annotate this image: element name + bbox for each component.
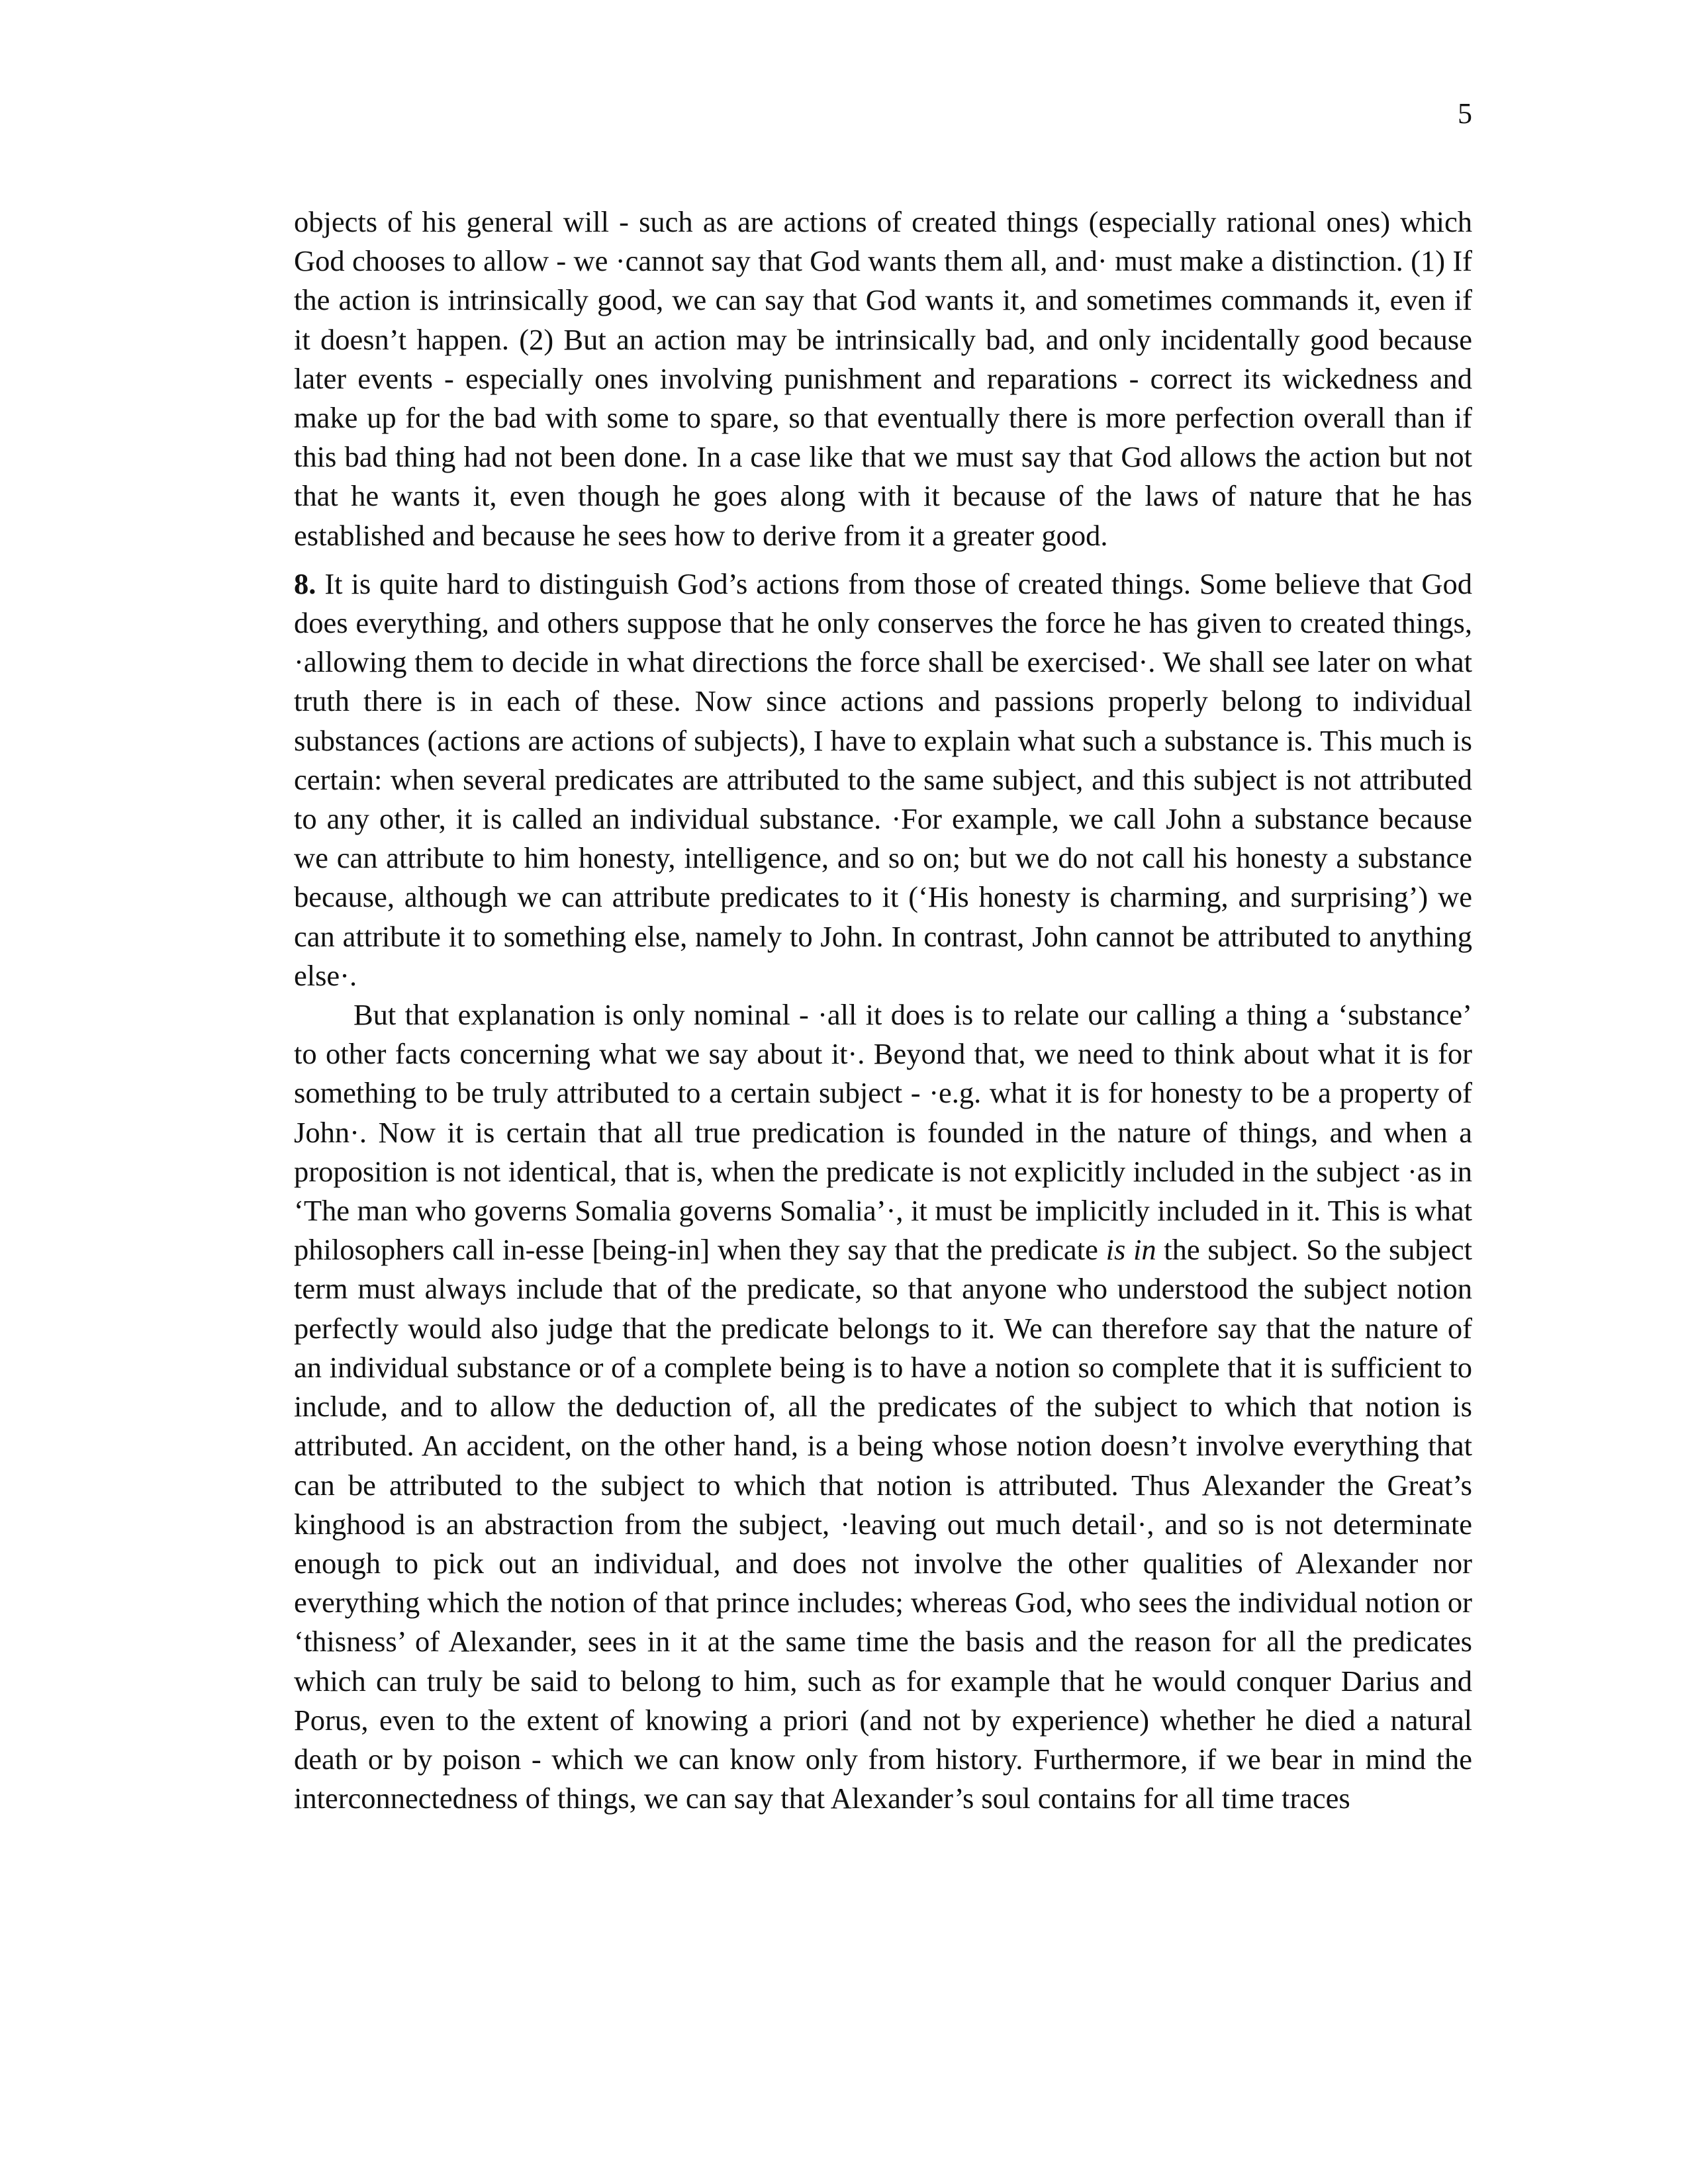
paragraph-nominal-explanation <box>294 995 1472 1818</box>
page-number: 5 <box>1458 97 1472 130</box>
section-8-text: It is quite hard to distinguish God’s actions from those of created things. Some believe that God does everything, and others suppose that he only conserves the force he has given to created things, ·allowing them to decide in what directions the force shall be exercised·. We shall see later on what truth there is in each of these. Now since actions and passions properly belong to individual substances (actions are actions of subjects), I have to explain what such a substance is. This much is certain: when several predicates are attributed to the same subject, and this subject is not attributed to any other, it is called an individual substance. ·For example, we call John a substance because we can attribute to him honesty, intelligence, and so on; but we do not call his honesty a substance because, although we can attribute predicates to it (‘His honesty is charming, and surprising’) we can attribute it to something else, namely to John. In contrast, John cannot be attributed to anything else·. <box>294 567 1472 992</box>
section-number: 8. <box>294 567 316 600</box>
paragraph-text-start: But that explanation is only nominal - ·all it does is to relate our calling a thing a ‘substance’ to other facts concerning what we say about it·. Beyond that, we need to think about what it is for something to be truly attributed to a certain subject - ·e.g. what it is for honesty to be a property of John·. Now it is certain that all true predication is founded in the nature of things, and when a proposition is not identical, that is, when the predicate is not explicitly included in the subject ·as in ‘The man who governs Somalia governs Somalia’·, it must be implicitly included in it. This is what philosophers call in-esse [being-in] when they say that the predicate <box>294 998 1472 1267</box>
paragraph-continuation: objects of his general will - such as are actions of created things (especially rational ones) which God chooses to allow - we ·cannot say that God wants them all, and· must make a distinction. (1) If the action is intrinsically good, we can say that God wants it, and sometimes commands it, even if it doesn’t happen. (2) But an action may be intrinsically bad, and only incidentally good because later events - especially ones involving punishment and reparations - correct its wickedness and make up for the bad with some to spare, so that eventually there is more perfection overall than if this bad thing had not been done. In a case like that we must say that God allows the action but not that he wants it, even though he goes along with it because of the laws of nature that he has established and because he sees how to derive from it a greater good. <box>294 205 1472 552</box>
body-text <box>294 203 1472 1818</box>
paragraph-text-end: the subject. So the subject term must always include that of the predicate, so that anyone who understood the subject notion perfectly would also judge that the predicate belongs to it. We can therefore say that the nature of an individual substance or of a complete being is to have a notion so complete that it is sufficient to include, and to allow the deduction of, all the predicates of the subject to which that notion is attributed. An accident, on the other hand, is a being whose notion doesn’t involve everything that can be attributed to the subject to which that notion is attributed. Thus Alexander the Great’s kinghood is an abstraction from the subject, ·leaving out much detail·, and so is not determinate enough to pick out an individual, and does not involve the other qualities of Alexander nor everything which the notion of that prince includes; whereas God, who sees the individual notion or ‘thisness’ of Alexander, sees in it at the same time the basis and the reason for all the predicates which can truly be said to belong to him, such as for example that he would conquer Darius and Porus, even to the extent of knowing a priori (and not by experience) whether he died a natural death or by poison - which we can know only from history. Furthermore, if we bear in mind the interconnectedness of things, we can say that Alexander’s soul contains for all time traces <box>294 1233 1472 1815</box>
italic-phrase: is in <box>1105 1233 1156 1267</box>
paragraph-section-8 <box>294 565 1472 995</box>
